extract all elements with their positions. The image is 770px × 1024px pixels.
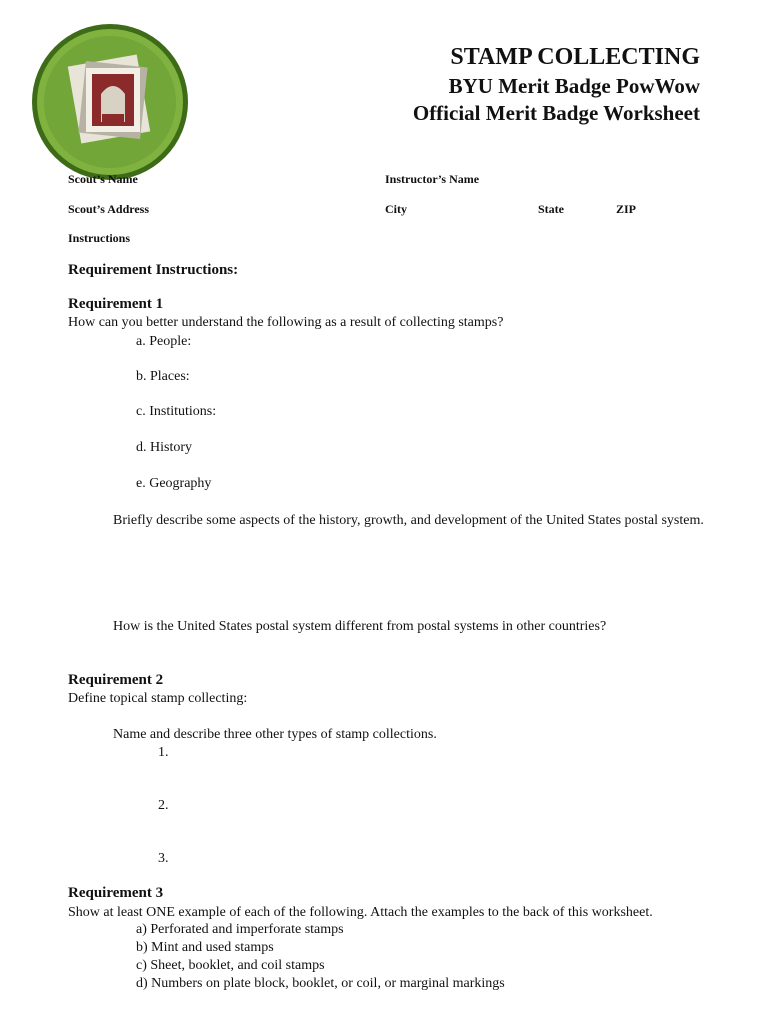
- state-label: State: [538, 202, 564, 216]
- requirement-instructions-heading: Requirement Instructions:: [68, 262, 239, 278]
- req2-item-1: 1.: [158, 745, 169, 760]
- req1-item-history: d. History: [136, 440, 192, 455]
- req3-instruction: Show at least ONE example of each of the following. Attach the examples to the back of this worksheet.: [68, 905, 653, 920]
- city-label: City: [385, 202, 407, 216]
- req2-item-3: 3.: [158, 851, 169, 866]
- req1-compare-postal-systems: How is the United States postal system different from postal systems in other countries?: [113, 619, 607, 634]
- req3-item-sheet-booklet-coil: c) Sheet, booklet, and coil stamps: [136, 958, 325, 973]
- req2-define-topical: Define topical stamp collecting:: [68, 691, 248, 706]
- req1-item-places: b. Places:: [136, 369, 190, 384]
- req3-item-mint-used: b) Mint and used stamps: [136, 940, 274, 955]
- req3-item-plate-numbers: d) Numbers on plate block, booklet, or coil, or marginal markings: [136, 976, 505, 991]
- requirement-3-heading: Requirement 3: [68, 885, 164, 901]
- instructions-label: Instructions: [68, 231, 131, 245]
- worksheet-title: STAMP COLLECTING: [450, 44, 700, 70]
- worksheet-subtitle-official: Official Merit Badge Worksheet: [412, 101, 700, 125]
- scout-name-label: Scout’s Name: [68, 172, 138, 186]
- scout-address-label: Scout’s Address: [68, 202, 150, 216]
- stamp-icon: [68, 55, 150, 144]
- req1-item-people: a. People:: [136, 334, 192, 349]
- worksheet-subtitle-powwow: BYU Merit Badge PowWow: [448, 74, 700, 98]
- requirement-1-question: How can you better understand the following as a result of collecting stamps?: [68, 315, 504, 330]
- requirement-1-heading: Requirement 1: [68, 296, 164, 312]
- requirement-2-heading: Requirement 2: [68, 672, 164, 688]
- req1-describe-postal-history: Briefly describe some aspects of the history, growth, and development of the United States postal system.: [113, 513, 704, 528]
- req3-item-perforated: a) Perforated and imperforate stamps: [136, 922, 344, 937]
- req1-item-institutions: c. Institutions:: [136, 404, 217, 419]
- zip-label: ZIP: [616, 202, 637, 216]
- req2-item-2: 2.: [158, 798, 169, 813]
- instructor-name-label: Instructor’s Name: [385, 172, 480, 186]
- req2-name-types: Name and describe three other types of stamp collections.: [113, 727, 437, 742]
- merit-badge-emblem: [30, 22, 190, 182]
- req1-item-geography: e. Geography: [136, 476, 212, 491]
